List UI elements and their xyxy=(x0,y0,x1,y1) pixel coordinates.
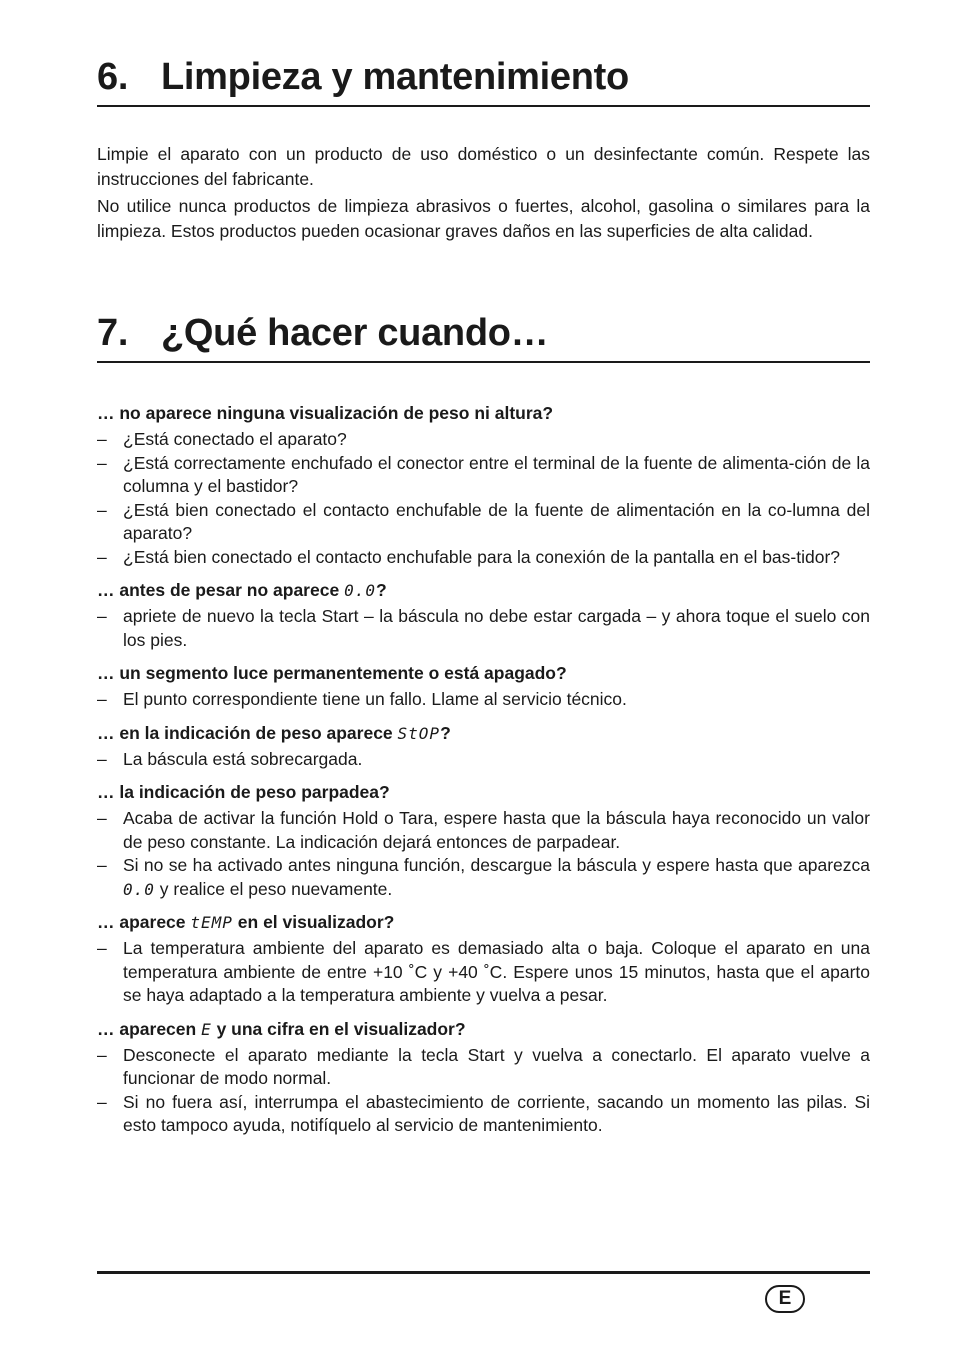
dash-bullet: – xyxy=(97,748,107,769)
dash-bullet: – xyxy=(97,546,107,567)
faq-answer-item xyxy=(97,546,870,570)
answer-text xyxy=(123,1091,870,1138)
display-segment-code: StOP xyxy=(397,723,441,743)
question-text: … aparecen xyxy=(97,1018,202,1039)
dash-bullet: – xyxy=(97,808,107,828)
section-6-heading xyxy=(97,56,870,107)
faq-question xyxy=(97,911,870,934)
answer-text-part: La báscula está sobrecargada. xyxy=(123,748,363,769)
faq-answer-item xyxy=(97,1044,870,1091)
question-text: … un segmento luce permanentemente o está apagado? xyxy=(97,663,567,683)
display-segment-code: tEMP xyxy=(190,913,233,932)
paragraph: Limpie el aparato con un producto de uso doméstico o un desinfectante común. Respete las instrucciones del fabricante. xyxy=(97,144,870,189)
answer-text-part: La temperatura ambiente del aparato es demasiado alta o baja. Coloque el aparato en una temperatura ambiente de entre +10 ˚C y +40 ˚C. Espere unos 15 minutos, hasta que el aparto se haya adaptado a la temperatura ambiente y vuelva a pesar. xyxy=(123,938,870,1005)
faq-group xyxy=(97,662,870,712)
answer-text-part: Si no se ha activado antes ninguna función, descargue la báscula y espere hasta que aparezca xyxy=(123,855,870,875)
section-6-number: 6. xyxy=(97,56,129,98)
faq-group xyxy=(97,781,870,901)
faq-group xyxy=(97,722,870,772)
section-6-title: Limpieza y mantenimiento xyxy=(161,56,629,98)
faq-answer-item xyxy=(97,807,870,854)
faq-answer-item xyxy=(97,428,870,452)
troubleshooting-list xyxy=(97,402,870,1148)
question-text: … no aparece ninguna visualización de peso ni altura? xyxy=(97,403,554,423)
question-text: … en la indicación de peso aparece xyxy=(97,722,398,743)
answer-text-part: Acaba de activar la función Hold o Tara, espere hasta que la báscula haya reconocido un valor de peso constante. La indicación dejará entonces de parpadear. xyxy=(123,808,870,852)
question-text: … antes de pesar no aparece xyxy=(97,580,345,600)
answer-text xyxy=(123,1044,870,1091)
display-segment-code: 0.0 xyxy=(344,581,376,600)
answer-text xyxy=(123,854,870,901)
section-7-number: 7. xyxy=(97,312,129,354)
faq-question xyxy=(97,781,870,804)
dash-bullet: – xyxy=(97,689,107,709)
dash-bullet: – xyxy=(97,855,107,875)
answer-text xyxy=(123,428,870,452)
faq-group xyxy=(97,1018,870,1138)
faq-group xyxy=(97,911,870,1008)
question-text: ? xyxy=(375,580,387,600)
faq-question xyxy=(97,402,870,425)
answer-text-part: y realice el peso nuevamente. xyxy=(154,878,393,899)
dash-bullet: – xyxy=(97,1044,107,1065)
dash-bullet: – xyxy=(97,1091,107,1112)
answer-text xyxy=(123,937,870,1008)
faq-group xyxy=(97,579,870,652)
dash-bullet: – xyxy=(97,429,107,449)
faq-answer-item xyxy=(97,499,870,546)
answer-text-part: El punto correspondiente tiene un fallo. Llame al servicio técnico. xyxy=(123,689,627,709)
answer-text xyxy=(123,452,870,499)
answer-text-part: ¿Está bien conectado el contacto enchufable para la conexión de la pantalla en el bas-tidor? xyxy=(123,546,841,567)
section-7-heading xyxy=(97,312,870,363)
answer-text xyxy=(123,807,870,854)
section-7-title: ¿Qué hacer cuando… xyxy=(161,312,549,354)
faq-group xyxy=(97,402,870,569)
dash-bullet: – xyxy=(97,499,107,520)
answer-text-part: Si no fuera así, interrumpa el abastecimiento de corriente, sacando un momento las pilas. Si esto tampoco ayuda, notifíquelo al servicio de mantenimiento. xyxy=(123,1091,870,1135)
answer-text-part: ¿Está conectado el aparato? xyxy=(123,429,347,449)
answer-text xyxy=(123,748,870,772)
question-text: en el visualizador? xyxy=(232,912,395,932)
footer-rule xyxy=(97,1271,870,1274)
section-6-body xyxy=(97,142,870,246)
question-text: y una cifra en el visualizador? xyxy=(211,1018,466,1039)
faq-question xyxy=(97,722,870,745)
faq-question xyxy=(97,1018,870,1041)
answer-text xyxy=(123,546,870,570)
faq-answer-item xyxy=(97,1091,870,1138)
answer-text-part: ¿Está correctamente enchufado el conector entre el terminal de la fuente de alimenta-ción de la columna y el bastidor? xyxy=(123,452,870,496)
language-badge: E xyxy=(765,1285,805,1313)
paragraph: No utilice nunca productos de limpieza abrasivos o fuertes, alcohol, gasolina o similares para la limpieza. Estos productos pueden ocasionar graves daños en las superficies de alta calidad. xyxy=(97,196,870,241)
faq-answer-item xyxy=(97,688,870,712)
display-segment-code: E xyxy=(201,1019,212,1039)
answer-text-part: Desconecte el aparato mediante la tecla Start y vuelva a conectarlo. El aparato vuelve a funcionar de modo normal. xyxy=(123,1044,870,1088)
faq-answer-item xyxy=(97,452,870,499)
faq-question xyxy=(97,662,870,685)
faq-answer-item xyxy=(97,605,870,652)
dash-bullet: – xyxy=(97,606,107,626)
display-segment-code: 0.0 xyxy=(123,879,155,899)
answer-text-part: ¿Está bien conectado el contacto enchufable de la fuente de alimentación en la co-lumna del aparato? xyxy=(123,499,870,543)
answer-text xyxy=(123,499,870,546)
dash-bullet: – xyxy=(97,938,107,958)
faq-answer-item xyxy=(97,748,870,772)
answer-text xyxy=(123,605,870,652)
answer-text xyxy=(123,688,870,712)
answer-text-part: apriete de nuevo la tecla Start – la báscula no debe estar cargada – y ahora toque el suelo con los pies. xyxy=(123,606,870,650)
question-text: ? xyxy=(440,722,451,743)
faq-question xyxy=(97,579,870,602)
faq-answer-item xyxy=(97,937,870,1008)
question-text: … aparece xyxy=(97,912,191,932)
faq-answer-item xyxy=(97,854,870,901)
dash-bullet: – xyxy=(97,452,107,473)
question-text: … la indicación de peso parpadea? xyxy=(97,782,390,802)
